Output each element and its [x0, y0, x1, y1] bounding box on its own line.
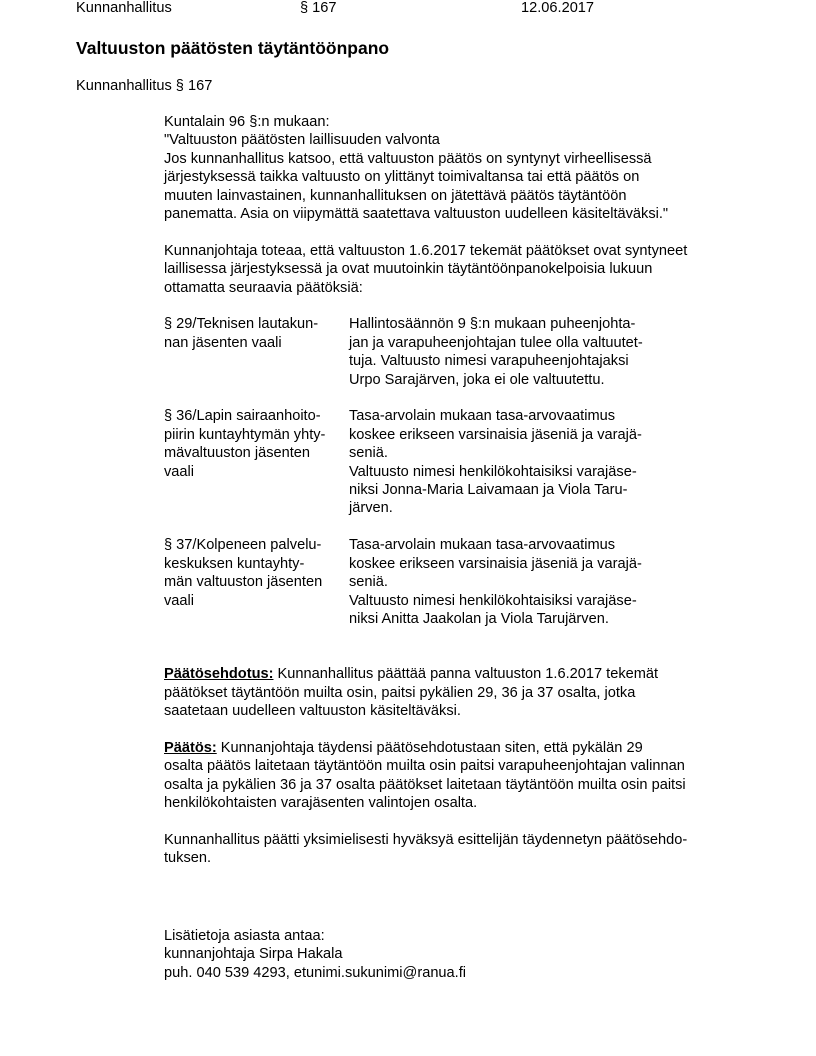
contact-details: puh. 040 539 4293, etunimi.sukunimi@ranua.fi	[164, 964, 467, 981]
header-section: § 167	[300, 0, 337, 16]
exception-reason: Tasa-arvolain mukaan tasa-arvovaatimus koskee erikseen varsinaisia jäseniä ja varajä- seniä. Valtuusto nimesi henkilökohtaisiksi varajäse- niksi Jonna-Maria Laivamaan ja Viola Taru- järven.	[349, 408, 642, 517]
subtitle: Kunnanhallitus § 167	[76, 78, 213, 94]
approval: Kunnanhallitus päätti yksimielisesti hyväksyä esittelijän täydennetyn päätösehdo- tuksen.	[164, 831, 688, 867]
law-quote: "Valtuuston päätösten laillisuuden valvonta Jos kunnanhallitus katsoo, että valtuuston päätös on syntynyt virheellisessä järjestyksessä taikka valtuusto on ylittänyt toimivaltansa tai että päätös on muuten lainvastainen, kunnanhallituksen on jätettävä päätös täytäntöön panematta. Asia on viipymättä saatettava valtuuston uudelleen käsiteltäväksi."	[164, 132, 669, 223]
exception-item: § 36/Lapin sairaanhoito- piirin kuntayhtymän yhty- mävaltuuston jäsenten vaali	[164, 408, 326, 480]
contact-info	[164, 927, 466, 982]
exception-row	[164, 315, 744, 389]
contact-person: kunnanjohtaja Sirpa Hakala	[164, 946, 343, 963]
exception-item: § 37/Kolpeneen palvelu- keskuksen kuntayhty- män valtuuston jäsenten vaali	[164, 537, 323, 609]
decision-label: Päätös:	[164, 739, 217, 756]
contact-intro: Lisätietoja asiasta antaa:	[164, 928, 325, 944]
exception-reason: Hallintosäännön 9 §:n mukaan puheenjohta- jan ja varapuheenjohtajan tulee olla valtuutet- tuja. Valtuusto nimesi varapuheenjohtajaksi Urpo Sarajärven, joka ei ole valtuutettu.	[349, 316, 643, 388]
exception-row	[164, 407, 744, 517]
law-intro: Kuntalain 96 §:n mukaan:	[164, 114, 330, 130]
exception-item: § 29/Teknisen lautakun- nan jäsenten vaali	[164, 316, 319, 351]
proposal	[164, 665, 744, 720]
header-date: 12.06.2017	[521, 0, 595, 16]
decision	[164, 739, 744, 813]
exception-row	[164, 536, 744, 628]
page-title: Valtuuston päätösten täytäntöönpano	[76, 38, 390, 58]
header-organ: Kunnanhallitus	[76, 0, 172, 16]
statement: Kunnanjohtaja toteaa, että valtuuston 1.6.2017 tekemät päätökset ovat syntyneet laillisessa järjestyksessä ja ovat muutoinkin täytäntöönpanokelpoisia lukuun ottamatta seuraavia päätöksiä:	[164, 242, 688, 296]
proposal-text: Kunnanhallitus päättää panna valtuuston 1.6.2017 tekemät päätökset täytäntöön muilta osin, paitsi pykälien 29, 36 ja 37 osalta, jotka saatetaan uudelleen valtuuston käsiteltäväksi.	[164, 666, 659, 719]
decision-text: Kunnanjohtaja täydensi päätösehdotustaan siten, että pykälän 29 osalta päätös laitetaan täytäntöön muilta osin paitsi varapuheenjohtajan valinnan osalta ja pykälien 36 ja 37 osalta päätökset laitetaan täytäntöön muilta osin paitsi henkilökohtaisten varajäsenten valintojen osalta.	[164, 739, 686, 811]
page-header	[0, 0, 816, 20]
exceptions-table	[164, 315, 744, 628]
exception-reason: Tasa-arvolain mukaan tasa-arvovaatimus koskee erikseen varsinaisia jäseniä ja varajä- seniä. Valtuusto nimesi henkilökohtaisiksi varajäse- niksi Anitta Jaakolan ja Viola Tarujärven.	[349, 537, 642, 627]
document-body	[164, 113, 744, 868]
proposal-label: Päätösehdotus:	[164, 666, 274, 683]
